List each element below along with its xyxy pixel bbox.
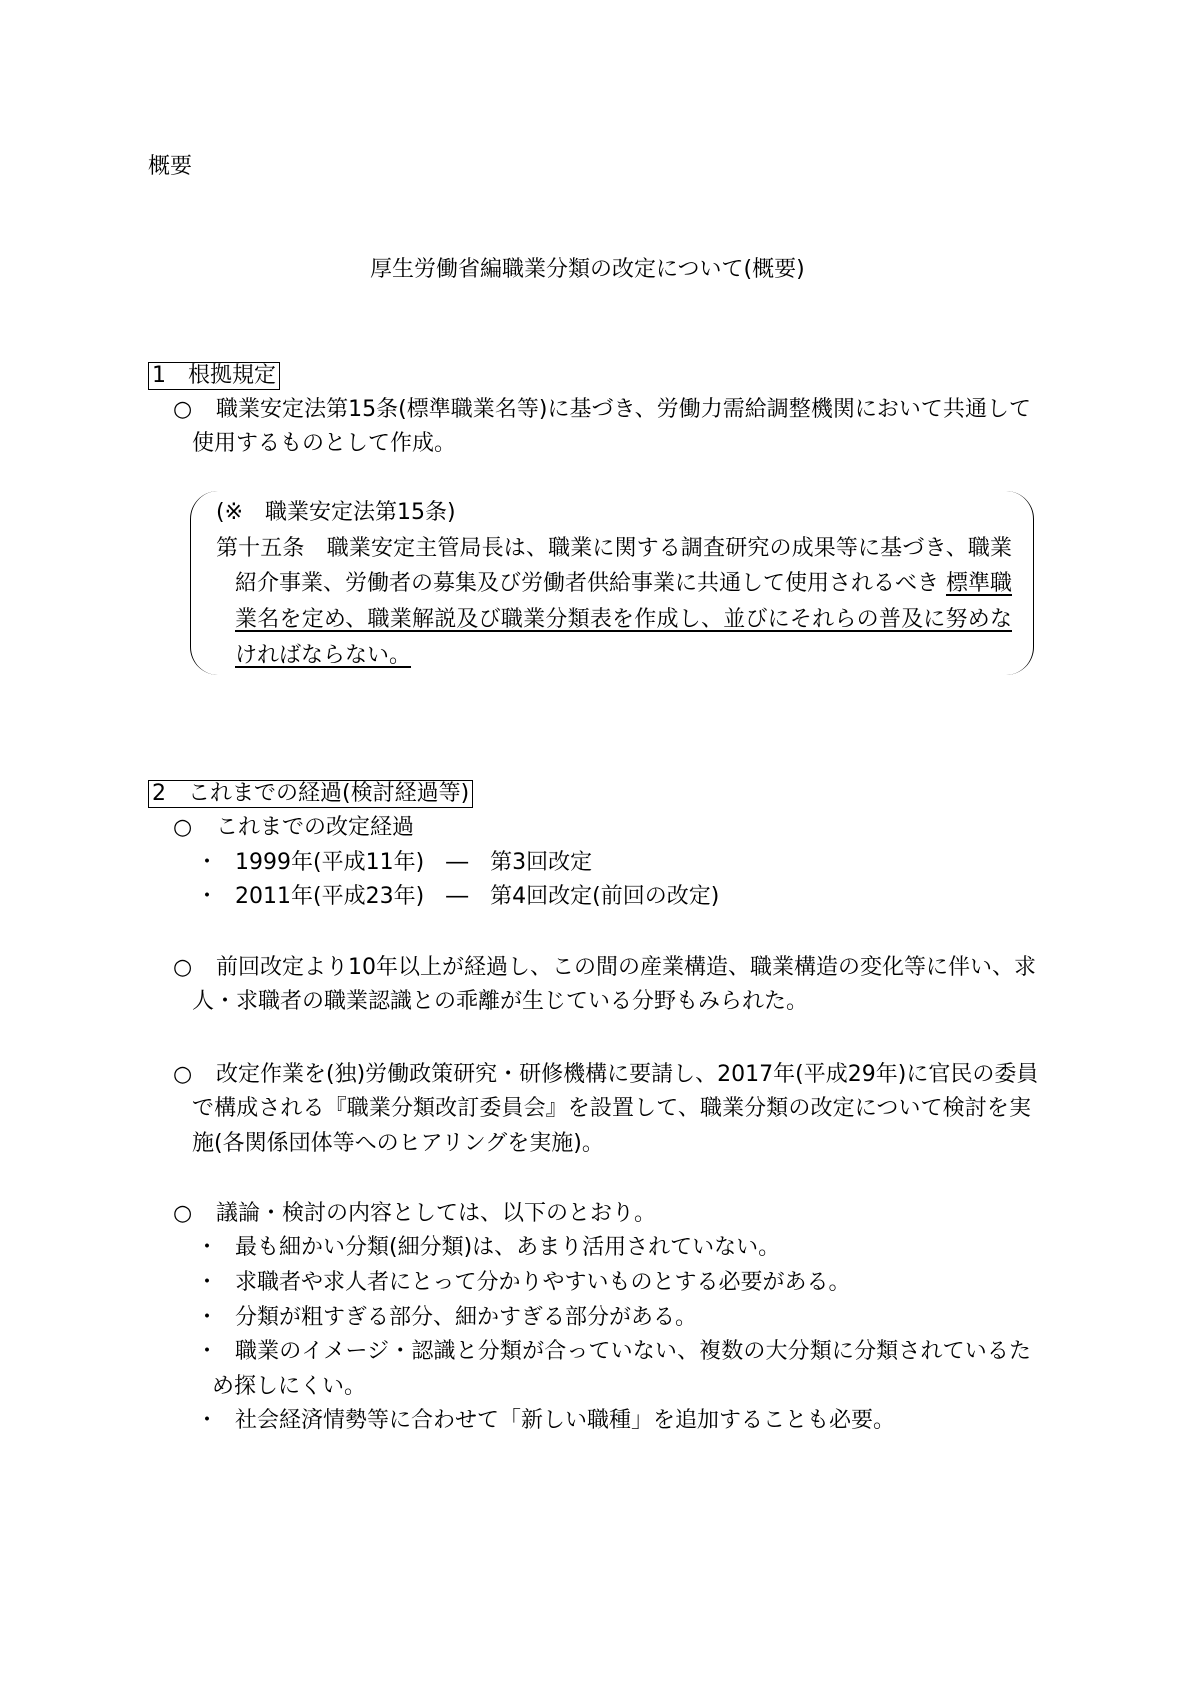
bullet-circle: ○ bbox=[173, 815, 193, 840]
quote-text: 紹介事業、労働者の募集及び労働者供給事業に共通して使用されるべき bbox=[235, 571, 940, 596]
bullet-dot: ・ bbox=[196, 1270, 219, 1295]
bullet-dot: ・ bbox=[196, 1408, 219, 1433]
bullet-circle: ○ bbox=[173, 1201, 193, 1226]
para-line: 改定作業を(独)労働政策研究・研修機構に要請し、2017年(平成29年)に官民の委員 bbox=[216, 1062, 1039, 1087]
document-title: 厚生労働省編職業分類の改定について(概要) bbox=[370, 257, 805, 282]
bullet-dot: ・ bbox=[196, 1235, 219, 1260]
point-item: 最も細かい分類(細分類)は、あまり活用されていない。 bbox=[235, 1235, 781, 1260]
bullet-dot: ・ bbox=[196, 1305, 219, 1330]
quote-line: ければならない。 bbox=[235, 643, 412, 668]
para-line: で構成される『職業分類改訂委員会』を設置して、職業分類の改定について検討を実 bbox=[192, 1096, 1031, 1121]
para-line: 議論・検討の内容としては、以下のとおり。 bbox=[216, 1201, 657, 1226]
point-item: 社会経済情勢等に合わせて「新しい職種」を追加することも必要。 bbox=[235, 1408, 896, 1433]
section1-para-line: 職業安定法第15条(標準職業名等)に基づき、労働力需給調整機関において共通して bbox=[216, 397, 1031, 422]
point-item: 職業のイメージ・認識と分類が合っていない、複数の大分類に分類されているた bbox=[235, 1339, 1031, 1364]
history-item: 2011年(平成23年) ― 第4回改定(前回の改定) bbox=[235, 884, 720, 909]
section2-heading: 2 これまでの経過(検討経過等) bbox=[148, 780, 473, 808]
header-label: 概要 bbox=[148, 154, 193, 179]
history-title: これまでの改定経過 bbox=[216, 815, 415, 840]
para-line: 前回改定より10年以上が経過し、この間の産業構造、職業構造の変化等に伴い、求 bbox=[216, 955, 1036, 980]
para-line: 人・求職者の職業認識との乖離が生じている分野もみられた。 bbox=[192, 989, 809, 1014]
bullet-circle: ○ bbox=[173, 1062, 193, 1087]
bullet-circle: ○ bbox=[173, 955, 193, 980]
quote-line: 第十五条 職業安定主管局長は、職業に関する調査研究の成果等に基づき、職業 bbox=[216, 536, 1012, 561]
quote-line: 業名を定め、職業解説及び職業分類表を作成し、並びにそれらの普及に努めな bbox=[235, 607, 1012, 632]
bullet-dot: ・ bbox=[196, 884, 219, 909]
para-line: 施(各関係団体等へのヒアリングを実施)。 bbox=[192, 1131, 604, 1156]
point-item: 求職者や求人者にとって分かりやすいものとする必要がある。 bbox=[235, 1270, 851, 1295]
point-item: 分類が粗すぎる部分、細かすぎる部分がある。 bbox=[235, 1305, 698, 1330]
bullet-dot: ・ bbox=[196, 1339, 219, 1364]
bullet-dot: ・ bbox=[196, 850, 219, 875]
history-item: 1999年(平成11年) ― 第3回改定 bbox=[235, 850, 593, 875]
bullet-circle: ○ bbox=[173, 397, 193, 422]
quote-line bbox=[235, 569, 1012, 599]
quote-underlined: 標準職 bbox=[945, 571, 1012, 596]
point-item-cont: め探しにくい。 bbox=[212, 1374, 367, 1399]
section1-para-line: 使用するものとして作成。 bbox=[192, 431, 457, 456]
section1-heading: 1 根拠規定 bbox=[148, 362, 280, 390]
quote-title: (※ 職業安定法第15条) bbox=[216, 500, 456, 525]
